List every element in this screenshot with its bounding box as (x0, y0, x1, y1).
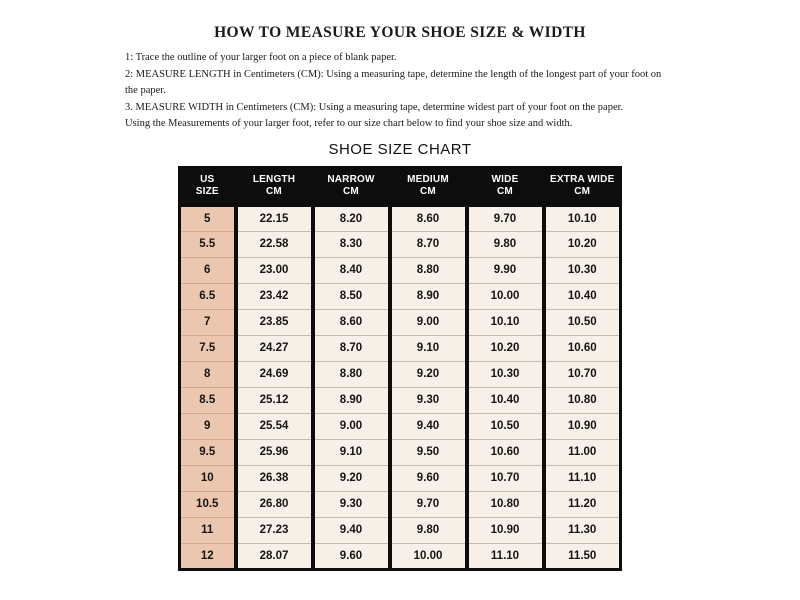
measurement-cell: 24.69 (236, 361, 313, 387)
measurement-cell: 10.50 (467, 413, 544, 439)
measurement-cell: 8.40 (313, 257, 390, 283)
measurement-cell: 9.60 (390, 465, 467, 491)
measurement-cell: 8.90 (390, 283, 467, 309)
us-size-cell: 10 (180, 465, 236, 491)
measurement-cell: 25.12 (236, 387, 313, 413)
measurement-cell: 25.96 (236, 439, 313, 465)
table-row (180, 543, 621, 569)
measurement-cell: 8.30 (313, 231, 390, 257)
us-size-cell: 8 (180, 361, 236, 387)
measurement-cell: 11.00 (544, 439, 621, 465)
measurement-cell: 8.70 (313, 335, 390, 361)
measurement-cell: 8.50 (313, 283, 390, 309)
measurement-cell: 10.70 (544, 361, 621, 387)
table-row (180, 491, 621, 517)
measurement-cell: 23.85 (236, 309, 313, 335)
measurement-cell: 10.10 (467, 309, 544, 335)
page-title: HOW TO MEASURE YOUR SHOE SIZE & WIDTH (214, 24, 586, 41)
measurement-cell: 9.10 (313, 439, 390, 465)
measurement-cell: 9.20 (313, 465, 390, 491)
measurement-cell: 10.80 (467, 491, 544, 517)
measurement-cell: 9.90 (467, 257, 544, 283)
table-row (180, 335, 621, 361)
measurement-cell: 10.80 (544, 387, 621, 413)
measurement-cell: 10.40 (544, 283, 621, 309)
table-row (180, 517, 621, 543)
table-row (180, 387, 621, 413)
us-size-cell: 6.5 (180, 283, 236, 309)
measurement-cell: 9.70 (390, 491, 467, 517)
instruction-line: 1: Trace the outline of your larger foot on a piece of blank paper. (125, 52, 397, 63)
measurement-cell: 11.10 (467, 543, 544, 569)
us-size-cell: 6 (180, 257, 236, 283)
measurement-cell: 26.80 (236, 491, 313, 517)
measurement-cell: 9.40 (313, 517, 390, 543)
measurement-cell: 8.20 (313, 205, 390, 231)
table-header-row (180, 167, 621, 205)
table-row (180, 439, 621, 465)
measurement-cell: 23.42 (236, 283, 313, 309)
measurement-cell: 11.10 (544, 465, 621, 491)
measurement-cell: 10.40 (467, 387, 544, 413)
table-row (180, 361, 621, 387)
measurement-cell: 27.23 (236, 517, 313, 543)
measurement-cell: 9.00 (390, 309, 467, 335)
measurement-cell: 10.50 (544, 309, 621, 335)
measurement-cell: 8.60 (390, 205, 467, 231)
measurement-cell: 26.38 (236, 465, 313, 491)
measurement-cell: 9.50 (390, 439, 467, 465)
us-size-cell: 5 (180, 205, 236, 231)
measurement-cell: 10.30 (544, 257, 621, 283)
table-header (180, 167, 621, 205)
measurement-cell: 10.00 (467, 283, 544, 309)
table-row (180, 205, 621, 231)
measurement-cell: 10.90 (467, 517, 544, 543)
us-size-cell: 12 (180, 543, 236, 569)
measurement-cell: 10.60 (544, 335, 621, 361)
instruction-line: Using the Measurements of your larger foot, refer to our size chart below to find your shoe size and width. (125, 118, 573, 129)
column-header-length-cm: LENGTH CM (236, 167, 313, 205)
measurement-cell: 10.60 (467, 439, 544, 465)
measurement-cell: 10.20 (544, 231, 621, 257)
measurement-cell: 8.70 (390, 231, 467, 257)
measurement-cell: 9.30 (390, 387, 467, 413)
measurement-cell: 11.30 (544, 517, 621, 543)
column-header-wide-cm: WIDE CM (467, 167, 544, 205)
us-size-cell: 8.5 (180, 387, 236, 413)
us-size-cell: 9.5 (180, 439, 236, 465)
us-size-cell: 11 (180, 517, 236, 543)
measurement-cell: 24.27 (236, 335, 313, 361)
measurement-cell: 11.50 (544, 543, 621, 569)
us-size-cell: 9 (180, 413, 236, 439)
measurement-cell: 8.90 (313, 387, 390, 413)
measurement-cell: 11.20 (544, 491, 621, 517)
measurement-cell: 9.80 (467, 231, 544, 257)
measurement-cell: 22.15 (236, 205, 313, 231)
measurement-cell: 9.60 (313, 543, 390, 569)
measurement-cell: 22.58 (236, 231, 313, 257)
measurement-cell: 10.30 (467, 361, 544, 387)
measurement-cell: 10.20 (467, 335, 544, 361)
measurement-cell: 10.70 (467, 465, 544, 491)
measurement-cell: 10.90 (544, 413, 621, 439)
us-size-cell: 7.5 (180, 335, 236, 361)
table-body (180, 205, 621, 569)
measurement-cell: 9.10 (390, 335, 467, 361)
measurement-cell: 8.60 (313, 309, 390, 335)
column-header-medium-cm: MEDIUM CM (390, 167, 467, 205)
measurement-cell: 9.30 (313, 491, 390, 517)
table-row (180, 231, 621, 257)
measurement-cell: 25.54 (236, 413, 313, 439)
us-size-cell: 7 (180, 309, 236, 335)
measurement-cell: 9.40 (390, 413, 467, 439)
table-row (180, 413, 621, 439)
table-row (180, 465, 621, 491)
measurement-cell: 28.07 (236, 543, 313, 569)
chart-heading: SHOE SIZE CHART (328, 140, 472, 158)
table-row (180, 283, 621, 309)
measurement-cell: 9.20 (390, 361, 467, 387)
measurement-cell: 10.00 (390, 543, 467, 569)
measurement-instructions (125, 50, 673, 133)
instruction-line: 3. MEASURE WIDTH in Centimeters (CM): Using a measuring tape, determine widest part of your foot on the paper. (125, 101, 624, 113)
us-size-cell: 10.5 (180, 491, 236, 517)
measurement-cell: 9.00 (313, 413, 390, 439)
column-header-extra-wide-cm: EXTRA WIDE CM (544, 167, 621, 205)
measurement-cell: 10.10 (544, 205, 621, 231)
table-row (180, 309, 621, 335)
instruction-line: 2: MEASURE LENGTH in Centimeters (CM): Using a measuring tape, determine the length of the longest part of your foot on the paper. (125, 68, 662, 96)
column-header-narrow-cm: NARROW CM (313, 167, 390, 205)
measurement-cell: 23.00 (236, 257, 313, 283)
measurement-cell: 8.80 (313, 361, 390, 387)
measurement-cell: 9.80 (390, 517, 467, 543)
measurement-cell: 8.80 (390, 257, 467, 283)
shoe-size-table (178, 166, 622, 571)
table-row (180, 257, 621, 283)
us-size-cell: 5.5 (180, 231, 236, 257)
measurement-cell: 9.70 (467, 205, 544, 231)
column-header-us-size: US SIZE (180, 167, 236, 205)
